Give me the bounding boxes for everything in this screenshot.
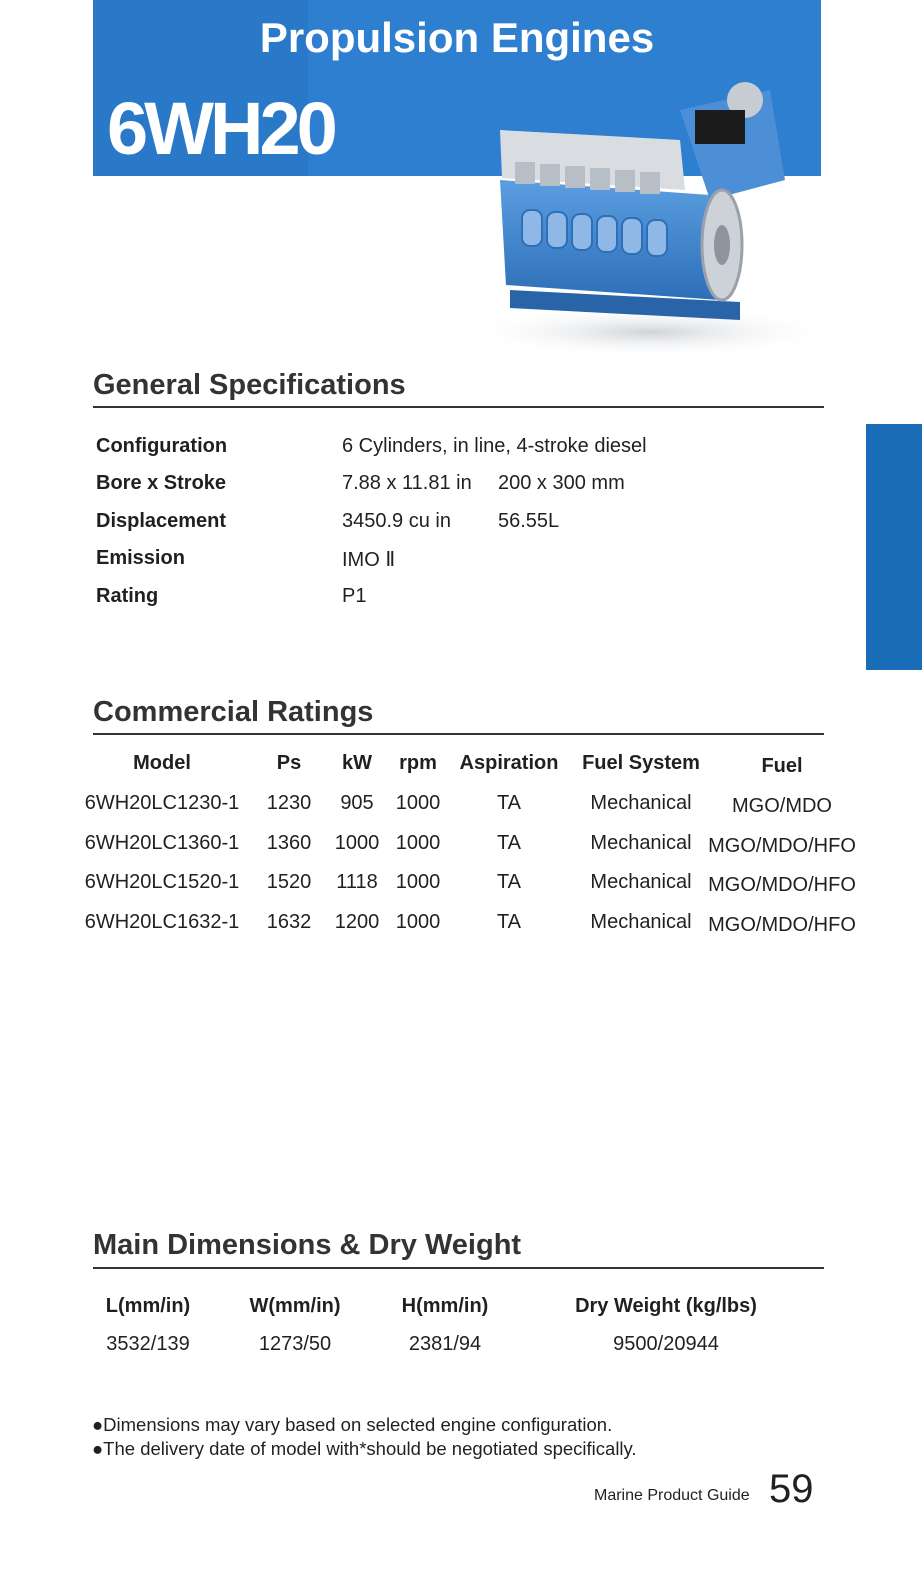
spec-label: Bore x Stroke [96,472,227,494]
table-cell: 1273/50 [258,1333,332,1355]
table-cell: 905 [340,792,374,814]
section-divider [93,406,824,408]
spec-value: 3450.9 cu in [342,510,451,532]
table-cell: 1118 [336,871,378,893]
table-cell: 6WH20LC1360-1 [84,832,240,854]
table-cell: 1000 [395,871,441,893]
spec-value: 7.88 x 11.81 in [342,472,472,494]
table-cell: 2381/94 [408,1333,482,1355]
column-header: Model [133,752,191,774]
table-cell: 6WH20LC1230-1 [84,792,240,814]
spec-value-metric: 56.55L [498,510,560,532]
spec-label: Emission [96,547,185,569]
table-cell: 1360 [266,832,312,854]
table-cell: 1632 [266,911,312,933]
spec-value: P1 [342,585,367,607]
table-cell: TA [496,911,522,933]
spec-value: 6 Cylinders, in line, 4-stroke diesel [342,435,647,457]
table-cell: 1000 [395,911,441,933]
column-header: rpm [399,752,437,774]
spec-label: Rating [96,585,159,607]
page-number: 59 [769,1467,814,1511]
table-cell: Mechanical [590,911,692,933]
table-cell: 6WH20LC1632-1 [84,911,240,933]
table-cell: TA [496,871,522,893]
note: ●The delivery date of model with*should be negotiated specifically. [92,1438,637,1459]
column-header: Fuel [761,755,803,777]
general-specifications-title: General Specifications [93,369,406,401]
table-cell: MGO/MDO/HFO [708,835,856,857]
table-cell: 6WH20LC1520-1 [84,871,240,893]
table-cell: TA [496,832,522,854]
column-header: Aspiration [459,752,559,774]
column-header: W(mm/in) [249,1295,341,1317]
section-divider [93,733,824,735]
table-cell: 1000 [334,832,380,854]
spec-value: IMO Ⅱ [342,549,396,571]
table-cell: 1000 [395,792,441,814]
table-cell: MGO/MDO/HFO [708,914,856,936]
table-cell: 3532/139 [106,1333,190,1355]
note: ●Dimensions may vary based on selected engine configuration. [92,1414,613,1435]
table-cell: 1000 [395,832,441,854]
table-cell: Mechanical [590,871,692,893]
table-cell: 1520 [266,871,312,893]
footer-label: Marine Product Guide [594,1487,750,1504]
table-cell: 1200 [334,911,380,933]
column-header: kW [342,752,372,774]
column-header: L(mm/in) [105,1295,191,1317]
table-cell: MGO/MDO/HFO [708,874,856,896]
section-divider [93,1267,824,1269]
table-cell: MGO/MDO [732,795,832,817]
column-header: Ps [276,752,302,774]
dimensions-title: Main Dimensions & Dry Weight [93,1229,522,1261]
commercial-ratings-title: Commercial Ratings [93,696,374,728]
table-cell: TA [496,792,522,814]
spec-value-metric: 200 x 300 mm [498,472,625,494]
table-cell: Mechanical [590,792,692,814]
column-header: Dry Weight (kg/lbs) [575,1295,757,1317]
model-title: 6WH20 [107,87,334,170]
spec-label: Configuration [96,435,228,457]
side-tab [866,424,922,670]
column-header: H(mm/in) [401,1295,489,1317]
table-cell: 9500/20944 [613,1333,719,1355]
table-cell: 1230 [266,792,312,814]
header-title: Propulsion Engines [259,14,655,61]
spec-label: Displacement [96,510,227,532]
table-cell: Mechanical [590,832,692,854]
engine-image [440,70,860,360]
column-header: Fuel System [582,752,700,774]
